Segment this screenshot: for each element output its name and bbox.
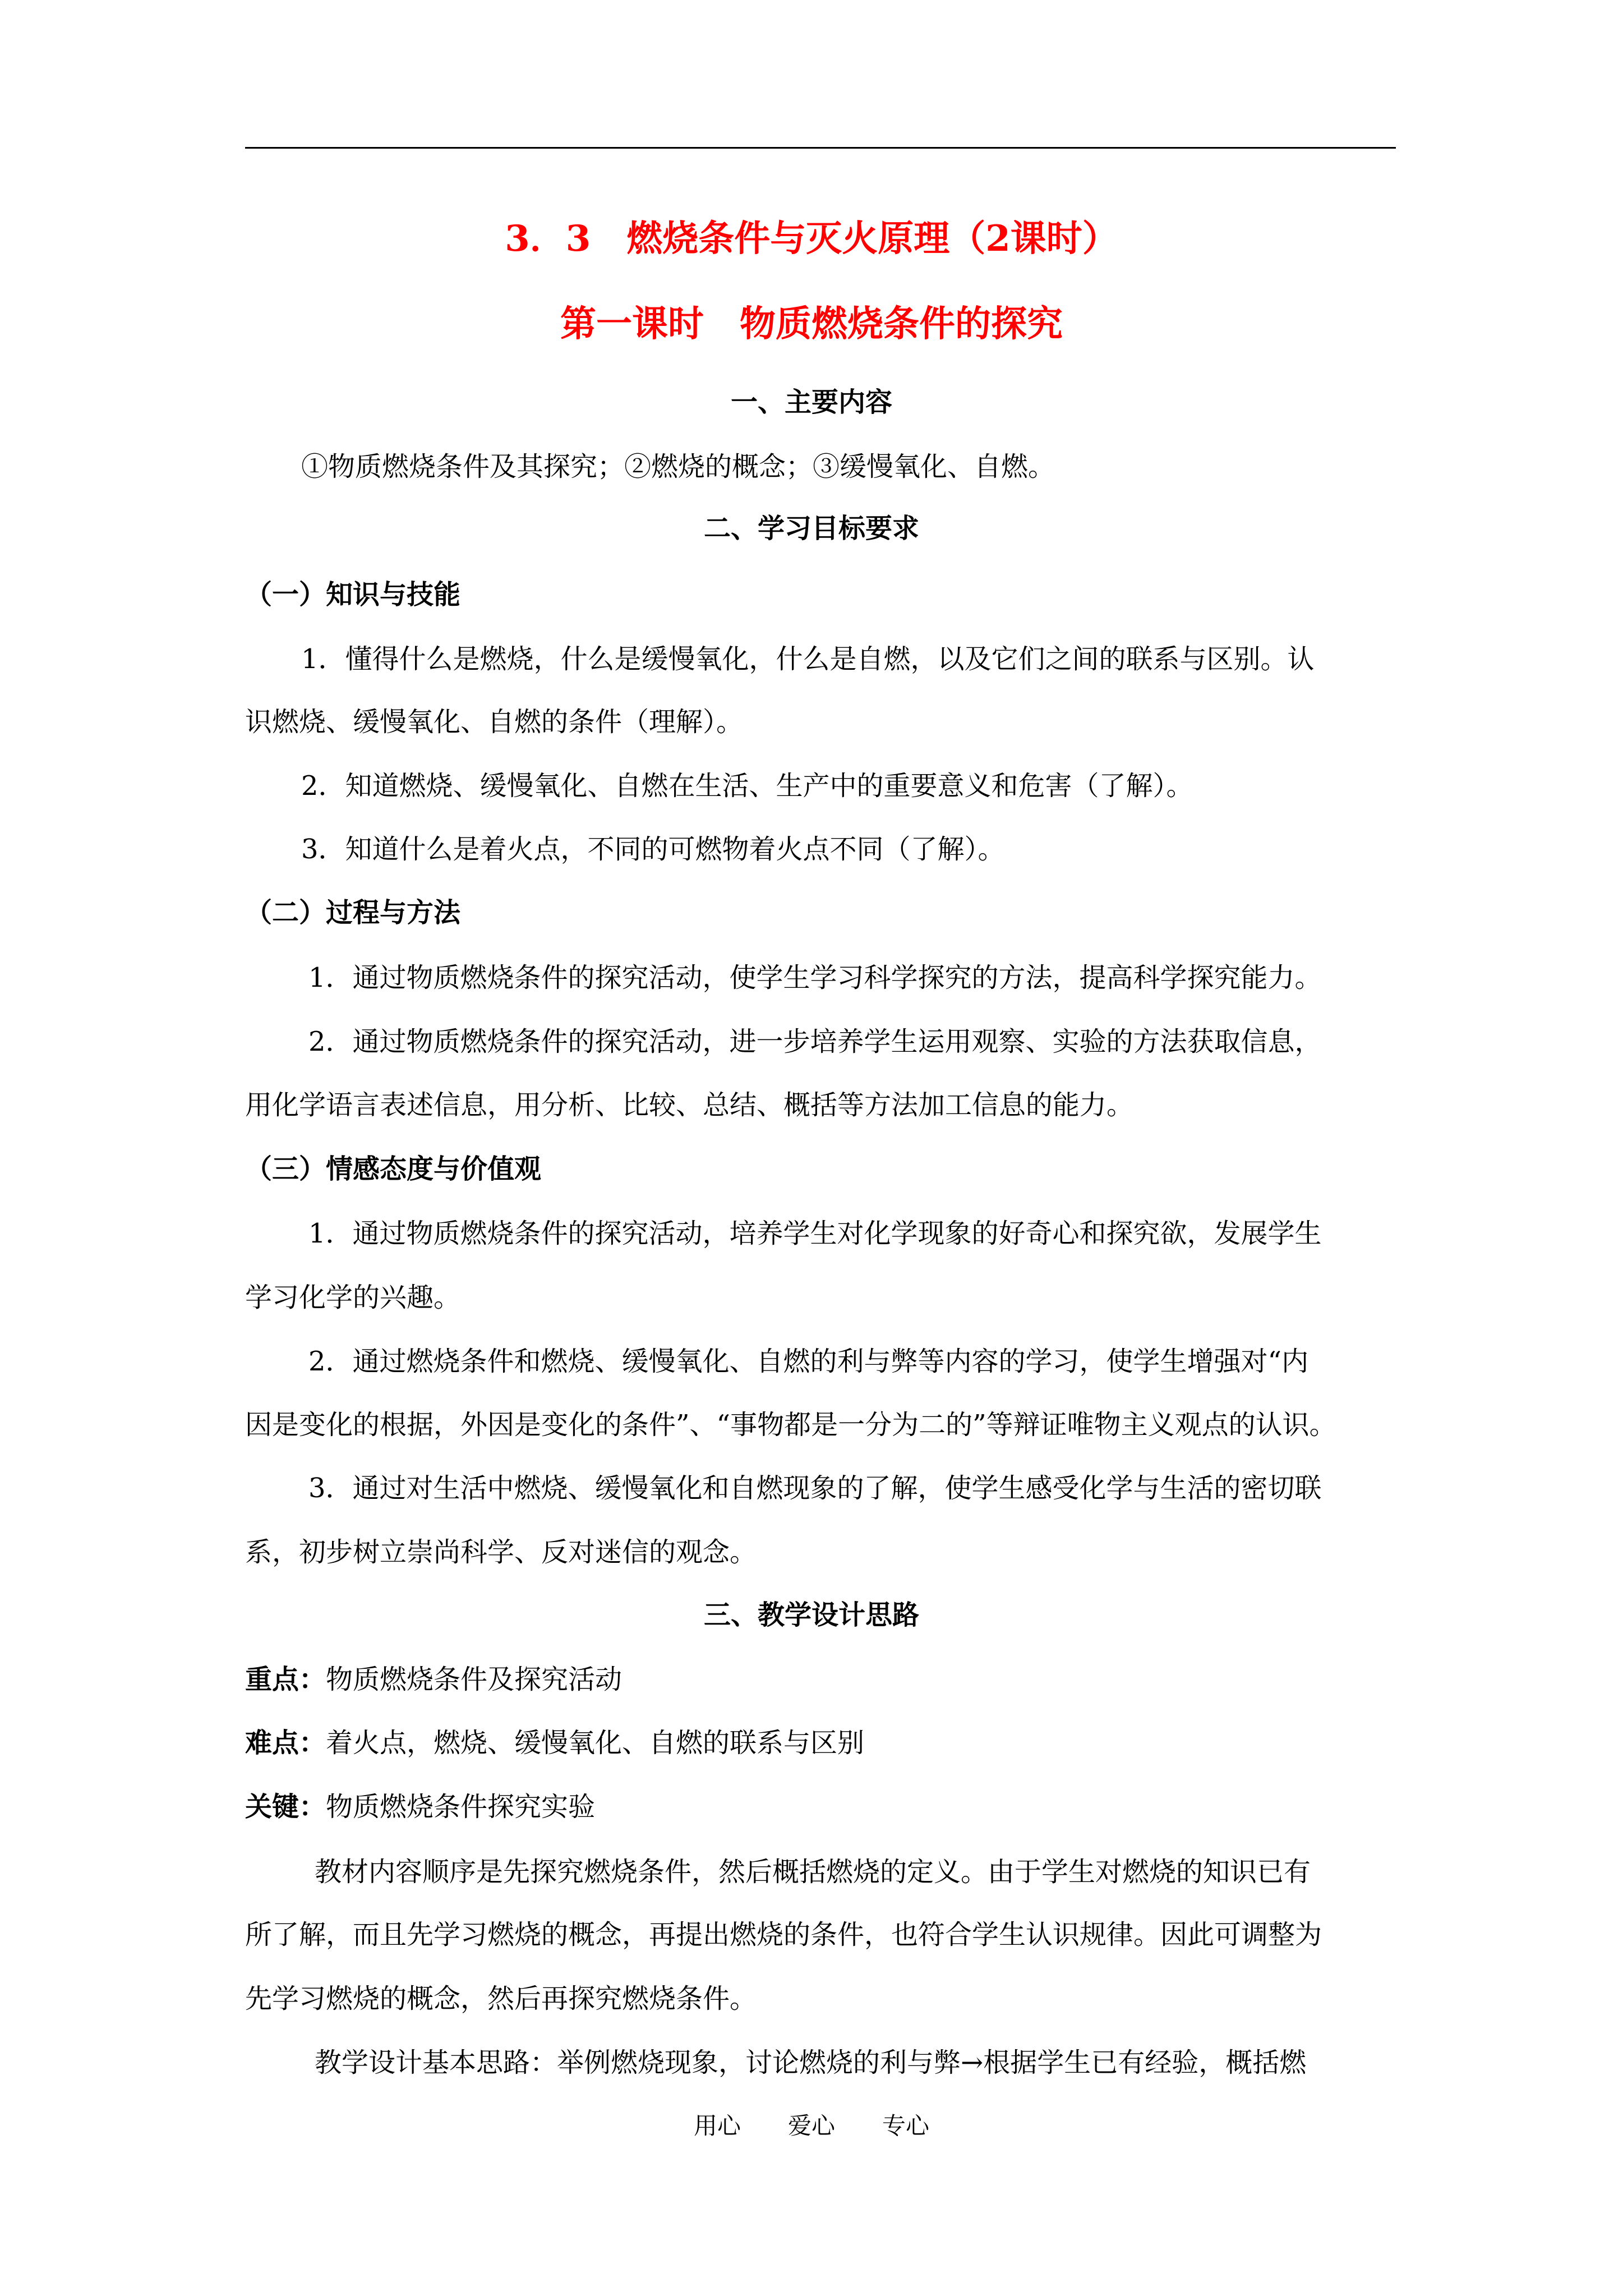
knowledge-item-1-line-2: 识燃烧、缓慢氧化、自燃的条件（理解）。: [245, 706, 744, 738]
lesson-subtitle: 第一课时 物质燃烧条件的探究: [560, 303, 1063, 345]
main-content-text: ①物质燃烧条件及其探究；②燃烧的概念；③缓慢氧化、自燃。: [301, 451, 1055, 482]
knowledge-item-1-line-1: 1．懂得什么是燃烧，什么是缓慢氧化，什么是自燃，以及它们之间的联系与区别。认: [301, 643, 1315, 675]
design-paragraph-1-line-3: 先学习燃烧的概念，然后再探究燃烧条件。: [245, 1983, 757, 2014]
knowledge-item-3: 3．知道什么是着火点，不同的可燃物着火点不同（了解）。: [301, 834, 1005, 865]
design-key-point: [245, 1662, 622, 1697]
process-item-1: 1．通过物质燃烧条件的探究活动，使学生学习科学探究的方法，提高科学探究能力。: [308, 962, 1322, 993]
section-heading-design: 三、教学设计思路: [703, 1599, 919, 1631]
subheading-emotion: （三）情感态度与价值观: [245, 1153, 542, 1185]
emotion-item-2-line-1: 2．通过燃烧条件和燃烧、缓慢氧化、自燃的利与弊等内容的学习，使学生增强对“内: [308, 1346, 1309, 1377]
header-rule: [245, 147, 1396, 149]
subheading-process: （二）过程与方法: [245, 897, 461, 928]
subheading-knowledge: （一）知识与技能: [245, 579, 461, 610]
emotion-item-2-line-2: 因是变化的根据，外因是变化的条件”、“事物都是一分为二的”等辩证唯物主义观点的认识。: [245, 1409, 1336, 1441]
page-footer: 用心 爱心 专心: [693, 2112, 929, 2139]
difficulty-label: 难点：: [245, 1727, 326, 1759]
design-paragraph-1-line-2: 所了解，而且先学习燃烧的概念，再提出燃烧的条件，也符合学生认识规律。因此可调整为: [245, 1919, 1322, 1950]
emotion-item-1-line-1: 1．通过物质燃烧条件的探究活动，培养学生对化学现象的好奇心和探究欲，发展学生: [308, 1218, 1322, 1249]
crux-label: 关键：: [245, 1791, 326, 1823]
knowledge-item-2: 2．知道燃烧、缓慢氧化、自燃在生活、生产中的重要意义和危害（了解）。: [301, 770, 1193, 802]
emotion-item-1-line-2: 学习化学的兴趣。: [245, 1282, 461, 1313]
crux-text: 物质燃烧条件探究实验: [326, 1791, 596, 1823]
key-point-text: 物质燃烧条件及探究活动: [326, 1664, 623, 1695]
key-point-label: 重点：: [245, 1664, 326, 1695]
design-crux: [245, 1789, 595, 1825]
process-item-2-line-2: 用化学语言表述信息，用分析、比较、总结、概括等方法加工信息的能力。: [245, 1089, 1134, 1121]
difficulty-text: 着火点，燃烧、缓慢氧化、自燃的联系与区别: [326, 1727, 865, 1759]
design-paragraph-2-line-1: 教学设计基本思路：举例燃烧现象，讨论燃烧的利与弊→根据学生已有经验，概括燃: [315, 2047, 1307, 2078]
emotion-item-3-line-1: 3．通过对生活中燃烧、缓慢氧化和自燃现象的了解，使学生感受化学与生活的密切联: [308, 1473, 1322, 1504]
emotion-item-3-line-2: 系，初步树立崇尚科学、反对迷信的观念。: [245, 1536, 757, 1568]
section-heading-objectives: 二、学习目标要求: [703, 513, 919, 544]
section-heading-main-content: 一、主要内容: [730, 386, 892, 418]
process-item-2-line-1: 2．通过物质燃烧条件的探究活动，进一步培养学生运用观察、实验的方法获取信息，: [308, 1026, 1322, 1057]
design-difficulty: [245, 1725, 864, 1761]
lesson-title: 3．3 燃烧条件与灭火原理（2课时）: [505, 218, 1118, 260]
design-paragraph-1-line-1: 教材内容顺序是先探究燃烧条件，然后概括燃烧的定义。由于学生对燃烧的知识已有: [315, 1856, 1311, 1888]
